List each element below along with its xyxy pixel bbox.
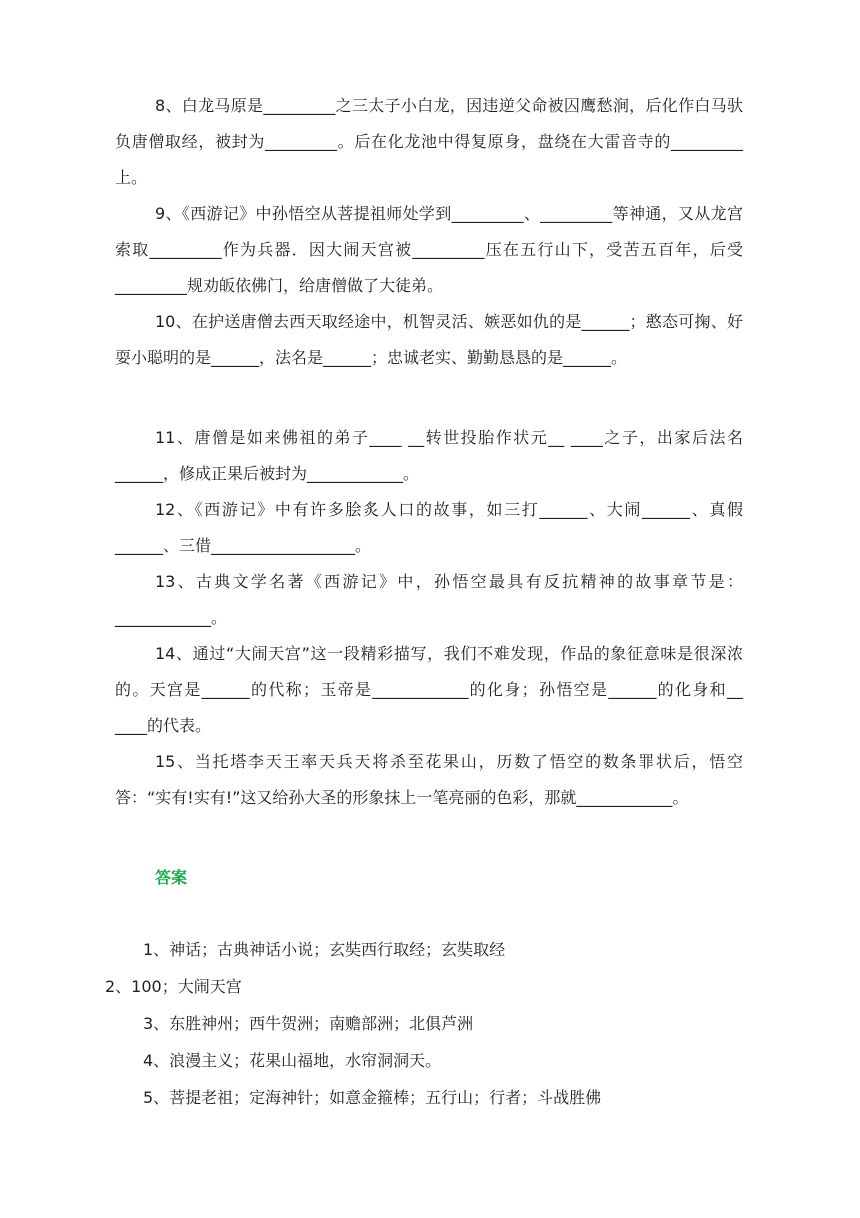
question-9: 9、《西游记》中孙悟空从菩提祖师处学到_________、_________等神通，又从龙宫索取_________作为兵器．因大闹天宫被_________压在五行山下，受苦五百年，后受_________规劝皈依佛门，给唐僧做了大徒弟。 (115, 204, 743, 295)
question-8: 8、白龙马原是_________之三太子小白龙，因违逆父命被囚鹰愁涧，后化作白马驮负唐僧取经，被封为_________。后在化龙池中得复原身，盘绕在大雷音寺的_________上。 (115, 96, 743, 187)
answer-4: 4、浪漫主义；花果山福地，水帘洞洞天。 (143, 1051, 442, 1070)
question-11: 11、唐僧是如来佛祖的弟子____ __转世投胎作状元__ ____之子，出家后法名______，修成正果后被封为____________。 (115, 428, 743, 483)
answer-2: 2、100；大闹天宫 (105, 977, 242, 996)
question-15: 15、当托塔李天王率天兵天将杀至花果山，历数了悟空的数条罪状后，悟空答：“实有!实有!”这又给孙大圣的形象抹上一笔亮丽的色彩，那就____________。 (115, 752, 743, 807)
answer-5: 5、菩提老祖；定海神针；如意金箍棒；五行山；行者；斗战胜佛 (143, 1088, 602, 1107)
question-13: 13、古典文学名著《西游记》中，孙悟空最具有反抗精神的故事章节是：____________。 (115, 572, 743, 627)
question-14: 14、通过“大闹天宫”这一段精彩描写，我们不难发现，作品的象征意味是很深浓的。天宫是______的代称；玉帝是____________的化身；孙悟空是______的化身和__ ____的代表。 (115, 644, 743, 735)
answer-3: 3、东胜神州；西牛贺洲；南赡部洲；北俱芦洲 (143, 1014, 474, 1033)
answer-1: 1、神话；古典神话小说；玄奘西行取经；玄奘取经 (143, 940, 506, 959)
question-10: 10、在护送唐僧去西天取经途中，机智灵活、嫉恶如仇的是______；憨态可掬、好耍小聪明的是______，法名是______；忠诚老实、勤勤恳恳的是______。 (115, 312, 743, 367)
question-12: 12、《西游记》中有许多脍炙人口的故事，如三打______、大闹______、真假______、三借__________________。 (115, 500, 743, 555)
answer-heading: 答案 (155, 868, 188, 887)
